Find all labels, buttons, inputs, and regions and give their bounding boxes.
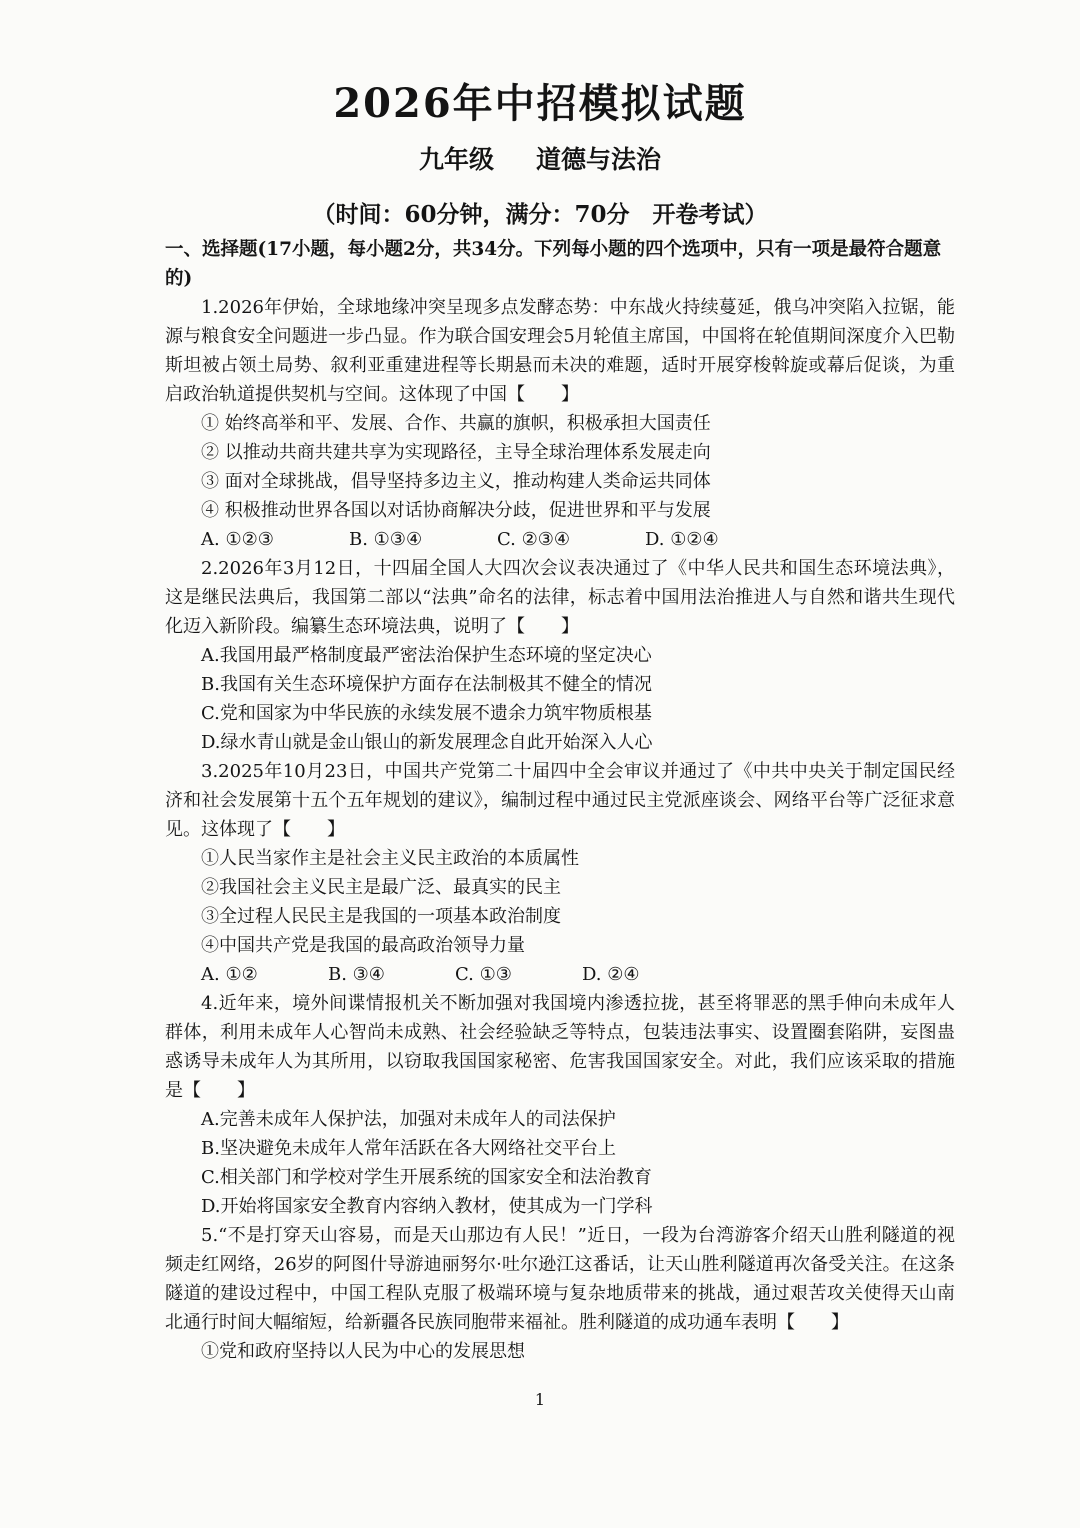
- question-4-option: A.完善未成年人保护法，加强对未成年人的司法保护: [201, 1109, 616, 1130]
- choice-c: C. ②③④: [497, 529, 570, 550]
- question-3-item: ④中国共产党是我国的最高政治领导力量: [201, 935, 525, 956]
- question-2-option: D.绿水青山就是金山银山的新发展理念自此开始深入人心: [201, 732, 653, 753]
- question-2-stem: 2.2026年3月12日，十四届全国人大四次会议表决通过了《中华人民共和国生态环境法典》，这是继民法典后，我国第二部以“法典”命名的法律，标志着中国用法治推进人与自然和谐共生现代化迈入新阶段。编纂生态环境法典，说明了【 】: [165, 558, 955, 637]
- question-3-choices: [165, 960, 955, 989]
- section-heading: 一、选择题(17小题，每小题2分，共34分。下列每小题的四个选项中，只有一项是最符合题意的): [165, 239, 942, 289]
- question-1-item: ③ 面对全球挑战，倡导坚持多边主义，推动构建人类命运共同体: [201, 471, 711, 492]
- question-1-choices: [165, 525, 955, 554]
- question-4-option: B.坚决避免未成年人常年活跃在各大网络社交平台上: [201, 1138, 616, 1159]
- page-number: 1: [534, 1390, 546, 1409]
- question-1-item: ① 始终高举和平、发展、合作、共赢的旗帜，积极承担大国责任: [201, 413, 711, 434]
- exam-meta: （时间：60分钟，满分：70分 开卷考试）: [312, 201, 768, 228]
- choice-a: A. ①②③: [201, 529, 274, 550]
- choice-b: B. ①③④: [349, 529, 423, 550]
- question-1-item: ④ 积极推动世界各国以对话协商解决分歧，促进世界和平与发展: [201, 500, 711, 521]
- choice-a: A. ①②: [201, 964, 258, 985]
- question-1-item: ② 以推动共商共建共享为实现路径，主导全球治理体系发展走向: [201, 442, 711, 463]
- question-5-item: ①党和政府坚持以人民为中心的发展思想: [201, 1341, 525, 1362]
- subject-label: 道德与法治: [536, 145, 662, 174]
- choice-c: C. ①③: [455, 964, 512, 985]
- question-3-item: ①人民当家作主是社会主义民主政治的本质属性: [201, 848, 579, 869]
- question-3-item: ②我国社会主义民主是最广泛、最真实的民主: [201, 877, 561, 898]
- question-5-stem: 5.“不是打穿天山容易，而是天山那边有人民！”近日，一段为台湾游客介绍天山胜利隧道的视频走红网络，26岁的阿图什导游迪丽努尔·吐尔逊江这番话，让天山胜利隧道再次备受关注。在这条隧道的建设过程中，中国工程队克服了极端环境与复杂地质带来的挑战，通过艰苦攻关使得天山南北通行时间大幅缩短，给新疆各民族同胞带来福祉。胜利隧道的成功通车表明【 】: [165, 1225, 955, 1333]
- question-4-stem: 4.近年来，境外间谍情报机关不断加强对我国境内渗透拉拢，甚至将罪恶的黑手伸向未成年人群体，利用未成年人心智尚未成熟、社会经验缺乏等特点，包装违法事实、设置圈套陷阱，妄图蛊惑诱导未成年人为其所用，以窃取我国国家秘密、危害我国国家安全。对此，我们应该采取的措施是【 】: [165, 993, 955, 1101]
- choice-d: D. ②④: [582, 964, 640, 985]
- question-4-option: C.相关部门和学校对学生开展系统的国家安全和法治教育: [201, 1167, 652, 1188]
- question-2-option: A.我国用最严格制度最严密法治保护生态环境的坚定决心: [201, 645, 652, 666]
- question-2-option: B.我国有关生态环境保护方面存在法制极其不健全的情况: [201, 674, 652, 695]
- question-1-stem: 1.2026年伊始，全球地缘冲突呈现多点发酵态势：中东战火持续蔓延，俄乌冲突陷入拉锯，能源与粮食安全问题进一步凸显。作为联合国安理会5月轮值主席国，中国将在轮值期间深度介入巴勒斯坦被占领土局势、叙利亚重建进程等长期悬而未决的难题，适时开展穿梭斡旋或幕后促谈，为重启政治轨道提供契机与空间。这体现了中国【 】: [165, 297, 955, 405]
- grade-label: 九年级: [418, 145, 494, 174]
- question-2-option: C.党和国家为中华民族的永续发展不遗余力筑牢物质根基: [201, 703, 652, 724]
- exam-subtitle: [0, 140, 1080, 176]
- choice-b: B. ③④: [328, 964, 385, 985]
- question-4-option: D.开始将国家安全教育内容纳入教材，使其成为一门学科: [201, 1196, 653, 1217]
- question-3-stem: 3.2025年10月23日，中国共产党第二十届四中全会审议并通过了《中共中央关于制定国民经济和社会发展第十五个五年规划的建议》，编制过程中通过民主党派座谈会、网络平台等广泛征求意见。这体现了【 】: [165, 761, 955, 840]
- exam-content: [165, 235, 955, 1366]
- choice-d: D. ①②④: [645, 529, 719, 550]
- question-3-item: ③全过程人民民主是我国的一项基本政治制度: [201, 906, 561, 927]
- exam-title: 2026年中招模拟试题: [333, 80, 747, 127]
